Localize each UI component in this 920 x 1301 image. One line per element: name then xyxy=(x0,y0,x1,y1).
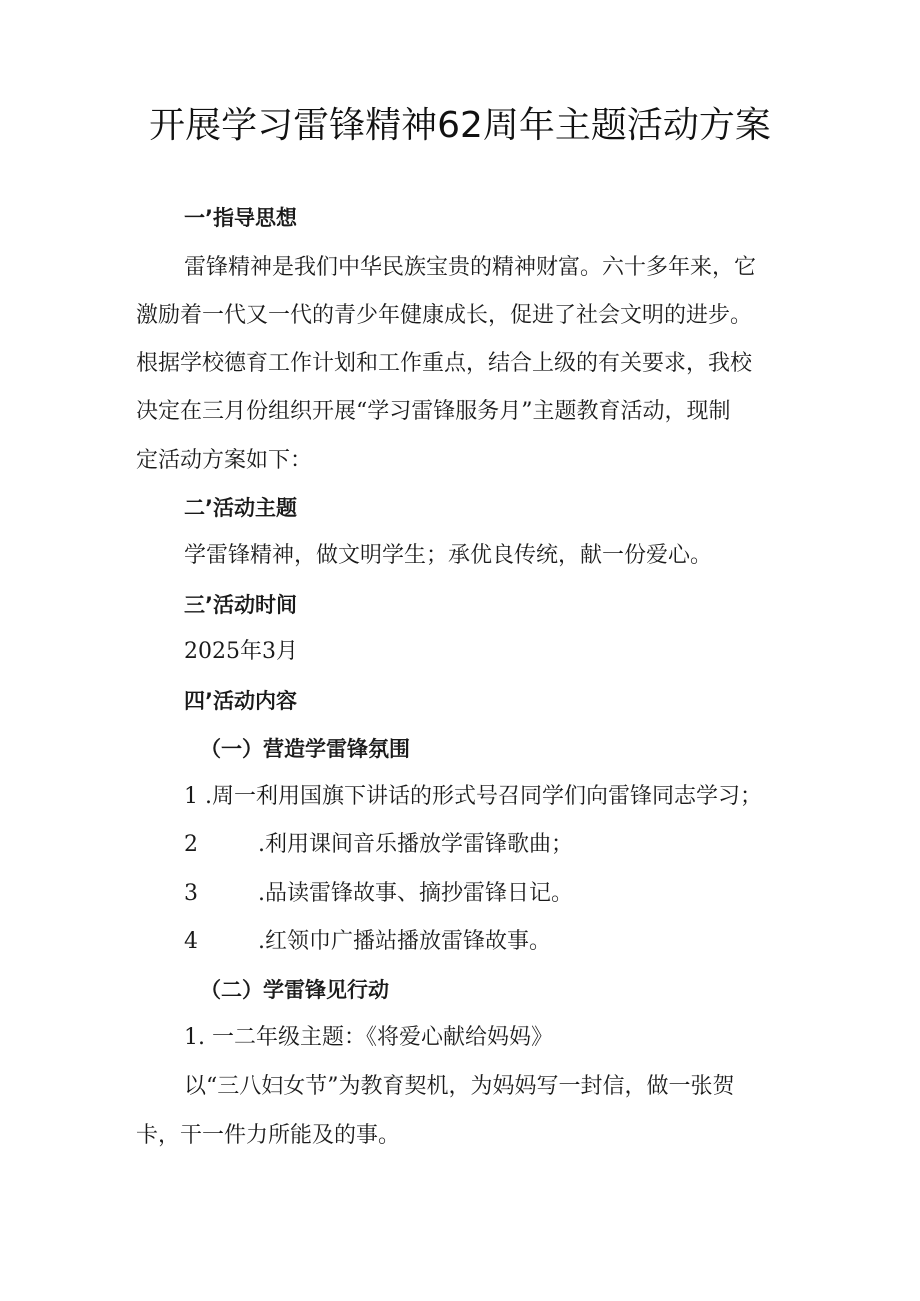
list-item-number: 4 xyxy=(184,929,198,954)
list-item-number: 3 xyxy=(184,881,198,906)
grade-theme-item: 1. 一二年级主题：《将爱心献给妈妈》 xyxy=(184,1025,553,1050)
paragraph-line: 激励着一代又一代的青少年健康成长，促进了社会文明的进步。 xyxy=(136,303,753,328)
paragraph-line: 根据学校德育工作计划和工作重点，结合上级的有关要求，我校 xyxy=(136,351,753,376)
list-item-text: .利用课间音乐播放学雷锋歌曲； xyxy=(258,832,573,857)
theme-text: 学雷锋精神，做文明学生；承优良传统，献一份爱心。 xyxy=(184,543,713,568)
section-heading-activity-time: 三’活动时间 xyxy=(184,593,297,617)
section-heading-guiding-ideology: 一’指导思想 xyxy=(184,206,297,230)
list-item xyxy=(184,782,834,812)
section-heading-activity-content: 四’活动内容 xyxy=(184,689,297,713)
subsection-heading-action: （二）学雷锋见行动 xyxy=(200,978,389,1002)
list-item xyxy=(184,830,834,860)
list-item xyxy=(184,927,834,957)
subsection-heading-atmosphere: （一）营造学雷锋氛围 xyxy=(200,737,410,761)
list-item-number: 2 xyxy=(184,832,198,857)
list-item xyxy=(184,879,834,909)
paragraph-line: 以“三八妇女节”为教育契机，为妈妈写一封信，做一张贺 xyxy=(184,1074,735,1099)
time-text: 2025年3月 xyxy=(184,639,298,664)
list-item-text: .周一利用国旗下讲话的形式号召同学们向雷锋同志学习； xyxy=(205,784,762,809)
list-item-text: .红领巾广播站播放雷锋故事。 xyxy=(258,929,551,954)
paragraph-line: 卡，干一件力所能及的事。 xyxy=(136,1123,401,1148)
list-item-text: .品读雷锋故事、摘抄雷锋日记。 xyxy=(258,881,573,906)
list-item-number: 1 xyxy=(184,784,198,809)
paragraph-line: 定活动方案如下： xyxy=(136,448,313,473)
paragraph-line: 决定在三月份组织开展“学习雷锋服务月”主题教育活动，现制 xyxy=(136,399,731,424)
paragraph-line: 雷锋精神是我们中华民族宝贵的精神财富。六十多年来，它 xyxy=(184,255,757,280)
document-title: 开展学习雷锋精神62周年主题活动方案 xyxy=(149,105,771,146)
section-heading-activity-theme: 二’活动主题 xyxy=(184,496,297,520)
